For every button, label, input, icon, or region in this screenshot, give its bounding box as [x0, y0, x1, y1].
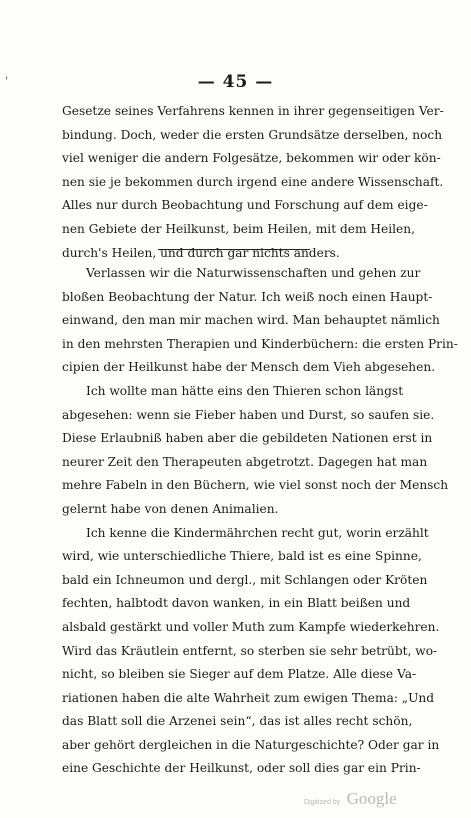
section-divider [158, 249, 310, 250]
text-line: durch's Heilen, und durch gar nichts anders. [62, 245, 340, 260]
margin-mark: ' [5, 76, 8, 87]
text-line: Alles nur durch Beobachtung und Forschung auf dem eige- [62, 198, 428, 213]
text-line: abgesehen: wenn sie Fieber haben und Durst, so saufen sie. [62, 407, 435, 422]
text-line: Wird das Kräutlein entfernt, so sterben sie sehr betrübt, wo- [62, 643, 438, 658]
text-line: wird, wie unterschiedliche Thiere, bald ist es eine Spinne, [62, 549, 422, 564]
paragraph-2 [62, 262, 458, 380]
text-line: nicht, so bleiben sie Sieger auf dem Platze. Alle diese Va- [62, 667, 417, 682]
text-line: riationen haben die alte Wahrheit zum ewigen Thema: „Und [62, 690, 435, 705]
paragraph-4 [62, 522, 440, 782]
text-line: eine Geschichte der Heilkunst, oder soll dies gar ein Prin- [62, 761, 421, 776]
text-line: Gesetze seines Verfahrens kennen in ihrer gegenseitigen Ver- [62, 104, 444, 118]
text-line: einwand, den man mir machen wird. Man behauptet nämlich [62, 313, 440, 328]
text-line: Ich kenne die Kindermährchen recht gut, worin erzählt [86, 525, 429, 540]
text-line: Ich wollte man hätte eins den Thieren schon längst [86, 383, 404, 398]
text-line: bald ein Ichneumon und dergl., mit Schlangen oder Kröten [62, 572, 428, 587]
text-line: aber gehört dergleichen in die Naturgeschichte? Oder gar in [62, 737, 440, 752]
text-line: fechten, halbtodt davon wanken, in ein Blatt beißen und [62, 596, 411, 611]
text-line: Diese Erlaubniß haben aber die gebildeten Nationen erst in [62, 431, 433, 446]
text-line: nen sie je bekommen durch irgend eine andere Wissenschaft. [62, 174, 444, 189]
paragraph-3 [62, 380, 449, 522]
google-logo: Google [346, 789, 397, 808]
text-line: gelernt habe von denen Animalien. [62, 501, 279, 516]
text-line: das Blatt soll die Arzenei sein“, das ist alles recht schön, [62, 714, 413, 729]
text-line: neurer Zeit den Therapeuten abgetrotzt. Dagegen hat man [62, 454, 428, 469]
text-line: alsbald gestärkt und voller Muth zum Kampfe wiederkehren. [62, 619, 440, 634]
body-text [62, 262, 458, 781]
text-line: in den mehrsten Therapien und Kinderbüchern: die ersten Prin- [62, 336, 458, 351]
text-line: mehre Fabeln in den Büchern, wie viel sonst noch der Mensch [62, 478, 449, 493]
page-number: — 45 — [197, 72, 274, 92]
text-line: Verlassen wir die Naturwissenschaften und gehen zur [86, 266, 421, 280]
text-line: bloßen Beobachtung der Natur. Ich weiß noch einen Haupt- [62, 289, 433, 304]
digitized-label: Digitized by [304, 799, 341, 806]
text-line: viel weniger die andern Folgesätze, bekommen wir oder kön- [62, 151, 441, 166]
text-line: bindung. Doch, weder die ersten Grundsätze derselben, noch [62, 127, 443, 142]
text-line: cipien der Heilkunst habe der Mensch dem Vieh abgesehen. [62, 360, 436, 375]
paragraph-1 [62, 100, 444, 265]
digitized-watermark [304, 789, 397, 809]
text-line: nen Gebiete der Heilkunst, beim Heilen, mit dem Heilen, [62, 221, 415, 236]
